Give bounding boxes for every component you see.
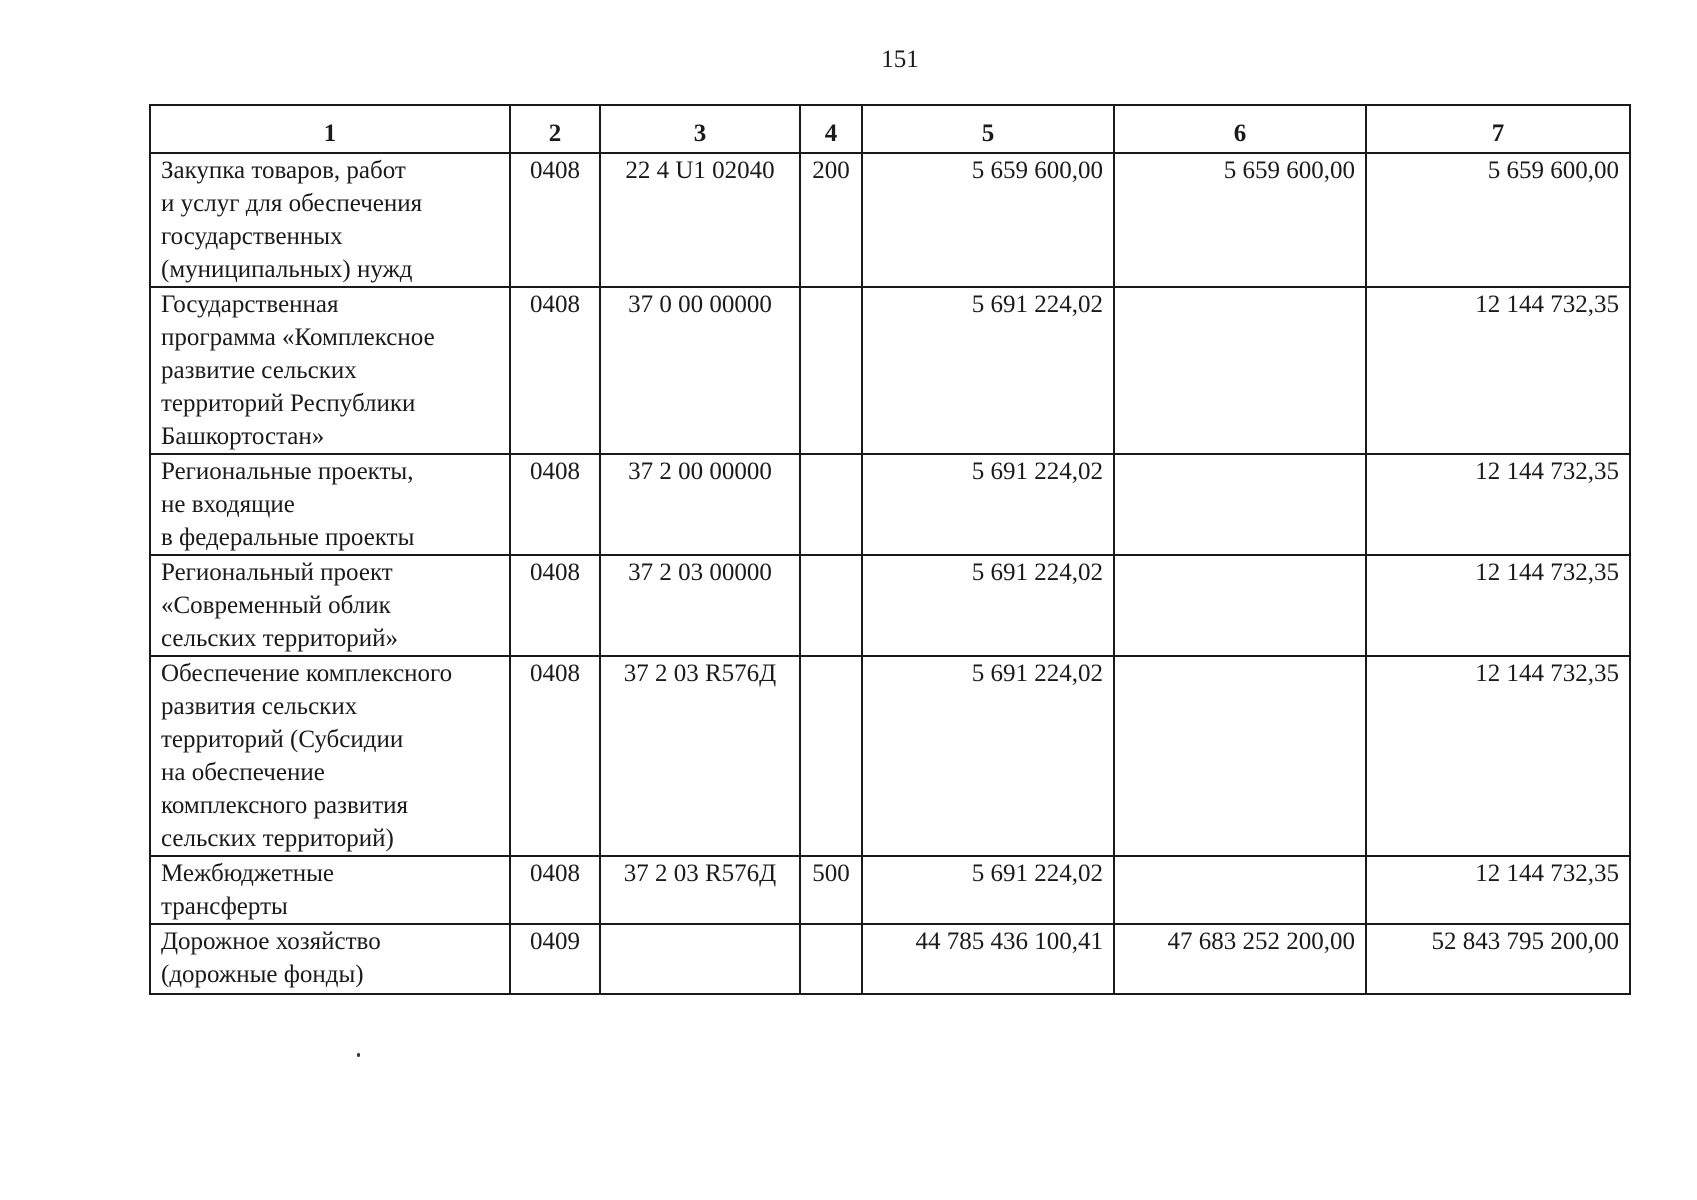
item-name: Обеспечение комплексного развития сельских территорий (Субсидии на обеспечение комплексного развития сельских территорий)	[150, 656, 510, 856]
amount-col-6	[1114, 656, 1366, 856]
column-header-1: 1	[150, 105, 510, 153]
table-row	[150, 656, 1630, 856]
amount-col-7: 12 144 732,35	[1366, 287, 1630, 454]
target-code: 37 0 00 00000	[600, 287, 800, 454]
header-row	[150, 105, 1630, 153]
amount-col-5: 5 691 224,02	[862, 287, 1114, 454]
amount-col-6	[1114, 856, 1366, 924]
expense-type-code	[800, 454, 862, 555]
target-code: 22 4 U1 02040	[600, 153, 800, 287]
item-name: Дорожное хозяйство (дорожные фонды)	[150, 924, 510, 994]
amount-col-7: 12 144 732,35	[1366, 555, 1630, 656]
amount-col-5: 5 691 224,02	[862, 656, 1114, 856]
page-number: 151	[881, 46, 919, 73]
amount-col-5: 5 691 224,02	[862, 856, 1114, 924]
amount-col-5: 5 691 224,02	[862, 454, 1114, 555]
table-row	[150, 287, 1630, 454]
amount-col-6	[1114, 287, 1366, 454]
section-code: 0408	[510, 656, 600, 856]
amount-col-7: 12 144 732,35	[1366, 656, 1630, 856]
amount-col-6	[1114, 555, 1366, 656]
scan-speck	[357, 1053, 360, 1057]
column-header-4: 4	[800, 105, 862, 153]
item-name: Региональные проекты, не входящие в федеральные проекты	[150, 454, 510, 555]
table-row	[150, 555, 1630, 656]
expense-type-code: 500	[800, 856, 862, 924]
budget-table	[149, 104, 1631, 995]
table-row	[150, 924, 1630, 994]
target-code: 37 2 03 R576Д	[600, 656, 800, 856]
amount-col-5: 5 691 224,02	[862, 555, 1114, 656]
section-code: 0409	[510, 924, 600, 994]
column-header-2: 2	[510, 105, 600, 153]
section-code: 0408	[510, 454, 600, 555]
column-header-3: 3	[600, 105, 800, 153]
table-row	[150, 153, 1630, 287]
target-code	[600, 924, 800, 994]
amount-col-7: 12 144 732,35	[1366, 454, 1630, 555]
amount-col-7: 12 144 732,35	[1366, 856, 1630, 924]
target-code: 37 2 03 00000	[600, 555, 800, 656]
section-code: 0408	[510, 287, 600, 454]
table-row	[150, 856, 1630, 924]
amount-col-5: 5 659 600,00	[862, 153, 1114, 287]
column-header-5: 5	[862, 105, 1114, 153]
item-name: Межбюджетные трансферты	[150, 856, 510, 924]
expense-type-code	[800, 656, 862, 856]
column-header-7: 7	[1366, 105, 1630, 153]
amount-col-6: 47 683 252 200,00	[1114, 924, 1366, 994]
amount-col-7: 5 659 600,00	[1366, 153, 1630, 287]
expense-type-code	[800, 555, 862, 656]
target-code: 37 2 00 00000	[600, 454, 800, 555]
expense-type-code	[800, 287, 862, 454]
target-code: 37 2 03 R576Д	[600, 856, 800, 924]
expense-type-code	[800, 924, 862, 994]
section-code: 0408	[510, 153, 600, 287]
item-name: Закупка товаров, работ и услуг для обеспечения государственных (муниципальных) нужд	[150, 153, 510, 287]
item-name: Государственная программа «Комплексное развитие сельских территорий Республики Башкортостан»	[150, 287, 510, 454]
section-code: 0408	[510, 555, 600, 656]
amount-col-5: 44 785 436 100,41	[862, 924, 1114, 994]
amount-col-6: 5 659 600,00	[1114, 153, 1366, 287]
expense-type-code: 200	[800, 153, 862, 287]
table-row	[150, 454, 1630, 555]
amount-col-6	[1114, 454, 1366, 555]
column-header-6: 6	[1114, 105, 1366, 153]
amount-col-7: 52 843 795 200,00	[1366, 924, 1630, 994]
section-code: 0408	[510, 856, 600, 924]
item-name: Региональный проект «Современный облик сельских территорий»	[150, 555, 510, 656]
